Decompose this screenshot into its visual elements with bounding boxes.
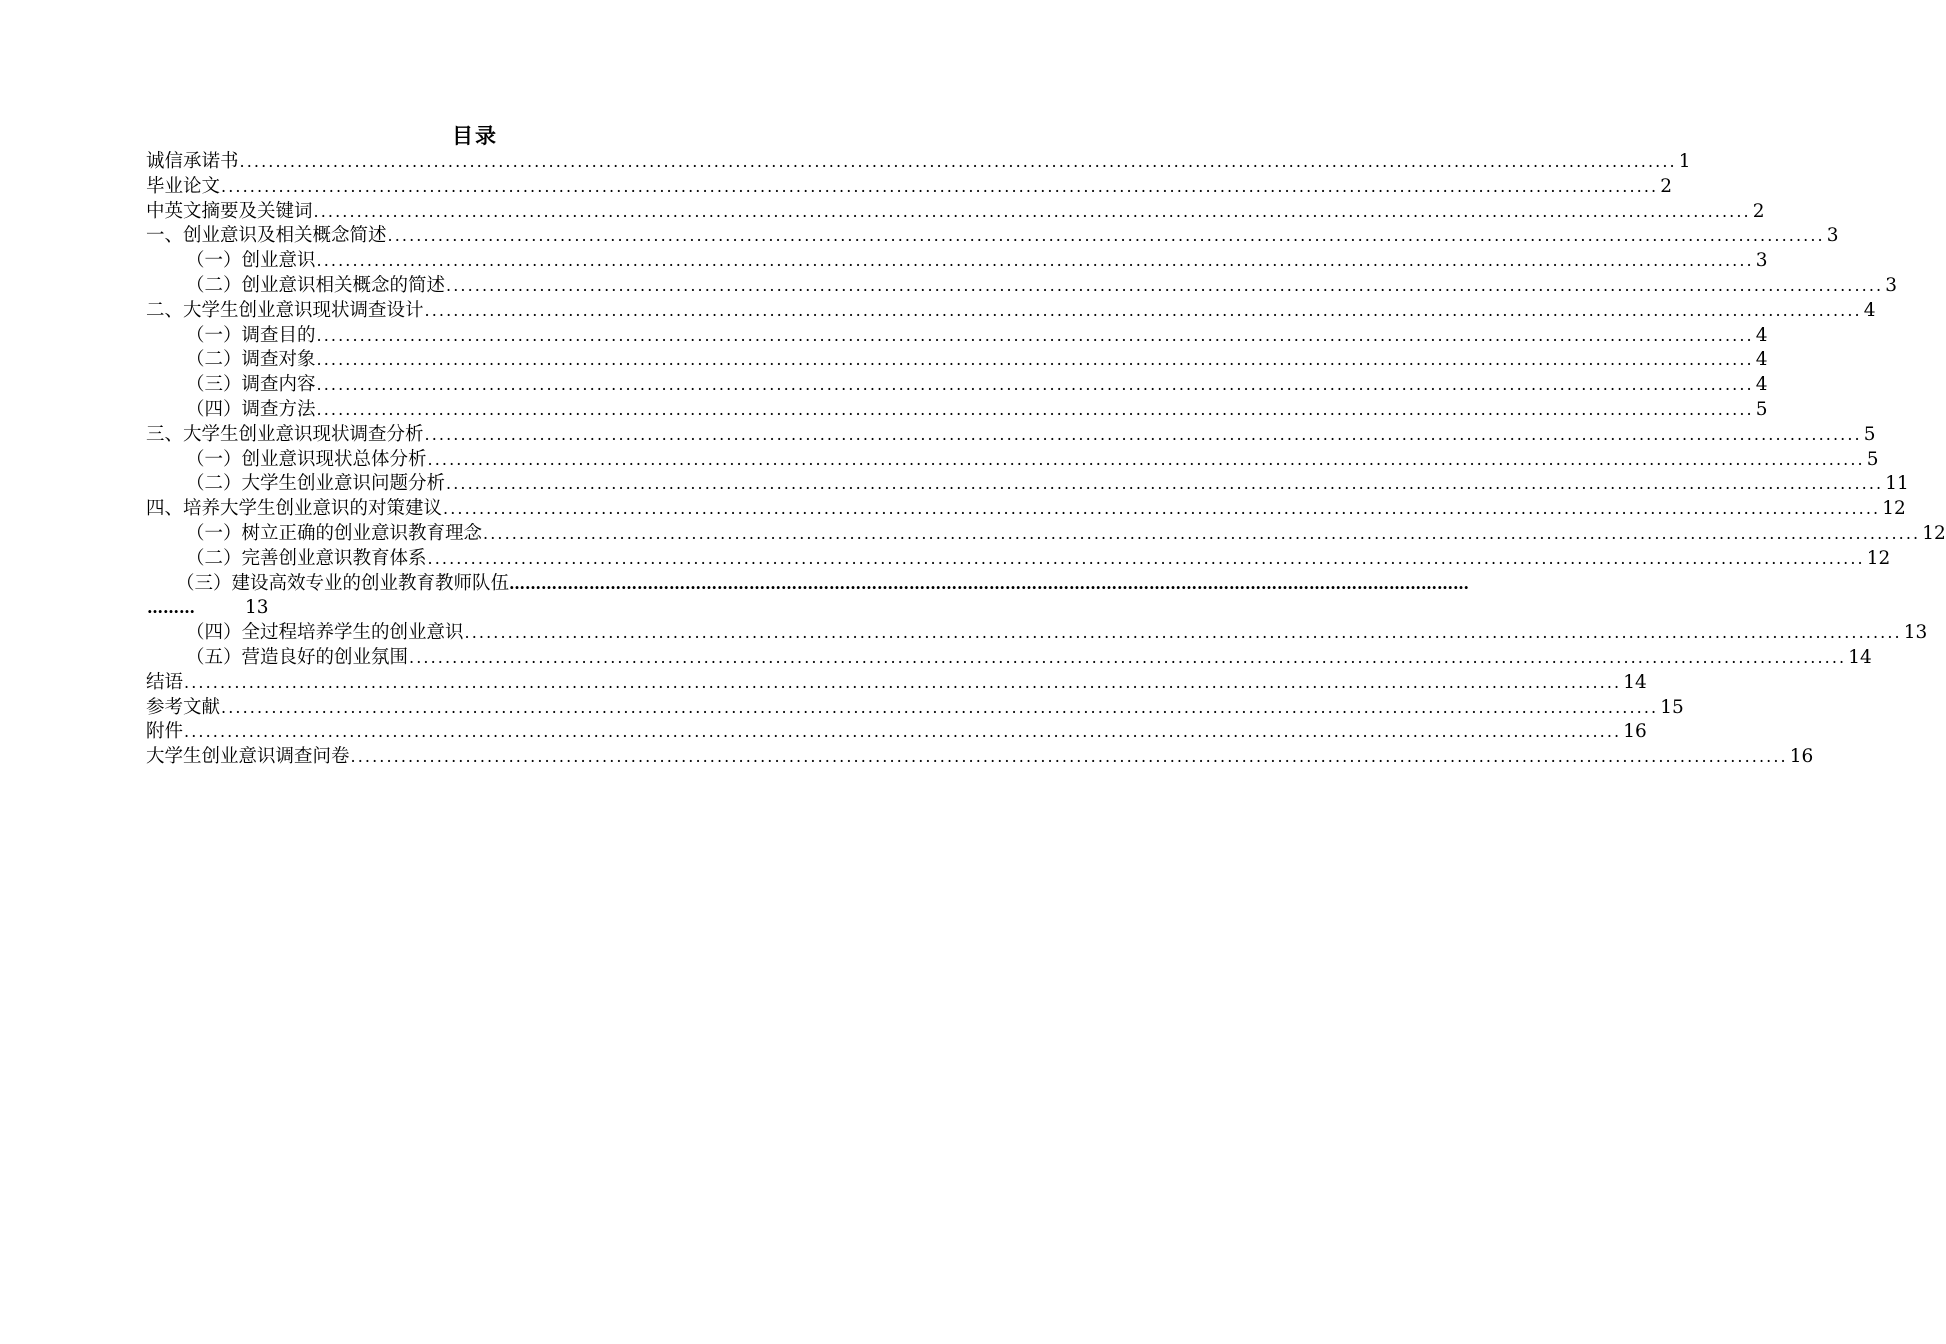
toc-entry-label: 一、创业意识及相关概念简述 (146, 225, 387, 247)
toc-entry[interactable] (146, 373, 1768, 398)
toc-leader-dots: ........................................................................................................................................................................................................ (424, 424, 1862, 444)
toc-entry-label: 大学生创业意识调查问卷 (146, 746, 350, 768)
toc-entry-label: （二）完善创业意识教育体系 (186, 547, 427, 569)
toc-entry-label: 结语 (146, 671, 184, 693)
toc-entry-label: （一）创业意识现状总体分析 (186, 448, 427, 470)
toc-page-number: 2 (1660, 175, 1672, 197)
toc-leader-dots: ........................................................................................................................................................................................................ (446, 474, 1884, 494)
toc-entry[interactable] (146, 621, 1928, 646)
toc-entry[interactable] (146, 274, 1897, 299)
toc-page-number: 4 (1755, 349, 1768, 371)
toc-leader-dots: ........................................................................................................................................................................................................ (221, 176, 1659, 196)
toc-entry[interactable] (146, 497, 1906, 522)
toc-page-number: 13 (1903, 622, 1928, 644)
toc-leader-dots: ........................................................................................................................................................................................................ (427, 449, 1865, 469)
toc-leader-dots: ........................................................................................................................................................................................................ (446, 275, 1884, 295)
toc-page-number: 11 (1885, 473, 1909, 495)
toc-leader-dots: ........................................................................................................................................................................................................ (316, 399, 1754, 419)
table-of-contents (146, 150, 1946, 770)
toc-entry-label: （三）调查内容 (186, 374, 316, 396)
toc-entry[interactable] (146, 448, 1879, 473)
toc-page-number: 12 (1882, 498, 1906, 520)
toc-entry-label: 中英文摘要及关键词 (146, 200, 313, 222)
toc-leader-dots: ........................................................................................................................................................................................................ (221, 697, 1659, 717)
toc-page-number: 14 (1848, 646, 1872, 668)
toc-entry[interactable] (146, 745, 1814, 770)
toc-leader-dots: ........................................................................................................................................................................................................ (316, 325, 1754, 345)
toc-page-number: 12 (1922, 522, 1946, 544)
toc-entry-label: （二）调查对象 (186, 349, 316, 371)
toc-page-number: 3 (1826, 225, 1839, 247)
toc-entry[interactable] (146, 423, 1876, 448)
toc-entry-label: （一）树立正确的创业意识教育理念 (186, 522, 483, 544)
toc-leader-dots: ……………………………………………………………………………………………………………………………………………………………… (509, 573, 1470, 593)
toc-entry-label: （四）调查方法 (186, 398, 316, 420)
toc-entry[interactable] (146, 472, 1909, 497)
toc-entry[interactable] (146, 175, 1672, 200)
toc-entry[interactable] (146, 572, 1470, 597)
toc-entry-label: 毕业论文 (146, 175, 221, 197)
toc-page-number: 5 (1755, 398, 1768, 420)
toc-page-number: 4 (1863, 299, 1876, 321)
toc-leader-dots: ........................................................................................................................................................................................................ (409, 647, 1847, 667)
toc-leader-dots: ........................................................................................................................................................................................................ (239, 152, 1677, 171)
toc-entry[interactable] (146, 547, 1891, 572)
toc-entry[interactable] (146, 348, 1768, 373)
toc-entry-label: （三）建设高效专业的创业教育教师队伍 (176, 572, 510, 594)
toc-page-number: 14 (1623, 671, 1647, 693)
toc-page-number: 16 (1789, 746, 1814, 768)
toc-leader-dots: ........................................................................................................................................................................................................ (184, 672, 1622, 692)
toc-entry-continuation (146, 596, 806, 621)
toc-leader-dots: ........................................................................................................................................................................................................ (316, 375, 1754, 395)
toc-entry[interactable] (146, 522, 1946, 547)
toc-entry-label: （一）创业意识 (186, 250, 316, 272)
toc-page-number: 4 (1755, 324, 1768, 346)
toc-entry[interactable] (146, 646, 1872, 671)
toc-page-number: 3 (1755, 250, 1768, 272)
toc-page-number: 1 (1678, 151, 1691, 172)
toc-leader-dots: ........................................................................................................................................................................................................ (464, 623, 1902, 643)
toc-entry-label: （二）大学生创业意识问题分析 (186, 473, 446, 495)
toc-entry[interactable] (146, 299, 1876, 324)
toc-page-number: 16 (1623, 721, 1647, 743)
toc-entry[interactable] (146, 150, 1691, 175)
toc-entry[interactable] (146, 720, 1647, 745)
toc-entry-label: （五）营造良好的创业氛围 (186, 646, 409, 668)
toc-entry-label: 诚信承诺书 (146, 151, 239, 172)
toc-page-number: 4 (1755, 374, 1768, 396)
toc-leader-dots: ........................................................................................................................................................................................................ (387, 226, 1825, 246)
toc-entry-label: 附件 (146, 721, 184, 743)
toc-entry[interactable] (146, 696, 1684, 721)
toc-leader-dots: ........................................................................................................................................................................................................ (443, 499, 1881, 519)
toc-entry-label: 二、大学生创业意识现状调查设计 (146, 299, 424, 321)
toc-entry-label: （四）全过程培养学生的创业意识 (186, 622, 464, 644)
toc-entry[interactable] (146, 200, 1765, 225)
toc-entry[interactable] (146, 324, 1768, 349)
toc-entry[interactable] (146, 249, 1768, 274)
toc-page-number: 12 (1866, 547, 1891, 569)
toc-page-number: 15 (1660, 696, 1684, 718)
toc-leader-dots: ........................................................................................................................................................................................................ (316, 350, 1754, 370)
toc-leader-dots: ........................................................................................................................................................................................................ (483, 523, 1921, 543)
toc-page-number: 3 (1885, 274, 1897, 296)
toc-page-number: 5 (1863, 423, 1876, 445)
toc-leader-dots: ........................................................................................................................................................................................................ (424, 300, 1862, 320)
toc-leader-dots: ........................................................................................................................................................................................................ (427, 548, 1865, 568)
toc-leader-dots: ........................................................................................................................................................................................................ (313, 201, 1751, 221)
toc-entry-label: 三、大学生创业意识现状调查分析 (146, 423, 424, 445)
toc-page-number: 5 (1866, 448, 1879, 470)
toc-page-number: 13 (245, 597, 269, 619)
toc-page-number: 2 (1752, 200, 1765, 222)
toc-leader-dots: ........................................................................................................................................................................................................ (350, 747, 1788, 767)
toc-entry[interactable] (146, 398, 1768, 423)
toc-leader-dots: ……… (147, 598, 195, 618)
toc-leader-dots: ........................................................................................................................................................................................................ (184, 722, 1622, 742)
toc-entry-label: （一）调查目的 (186, 324, 316, 346)
toc-entry-label: 参考文献 (146, 696, 221, 718)
toc-entry-label: 四、培养大学生创业意识的对策建议 (146, 498, 443, 520)
toc-entry[interactable] (146, 671, 1647, 696)
toc-title: 目录 (452, 123, 498, 148)
toc-entry-label: （二）创业意识相关概念的简述 (186, 274, 446, 296)
toc-entry[interactable] (146, 224, 1839, 249)
toc-leader-dots: ........................................................................................................................................................................................................ (316, 251, 1754, 271)
